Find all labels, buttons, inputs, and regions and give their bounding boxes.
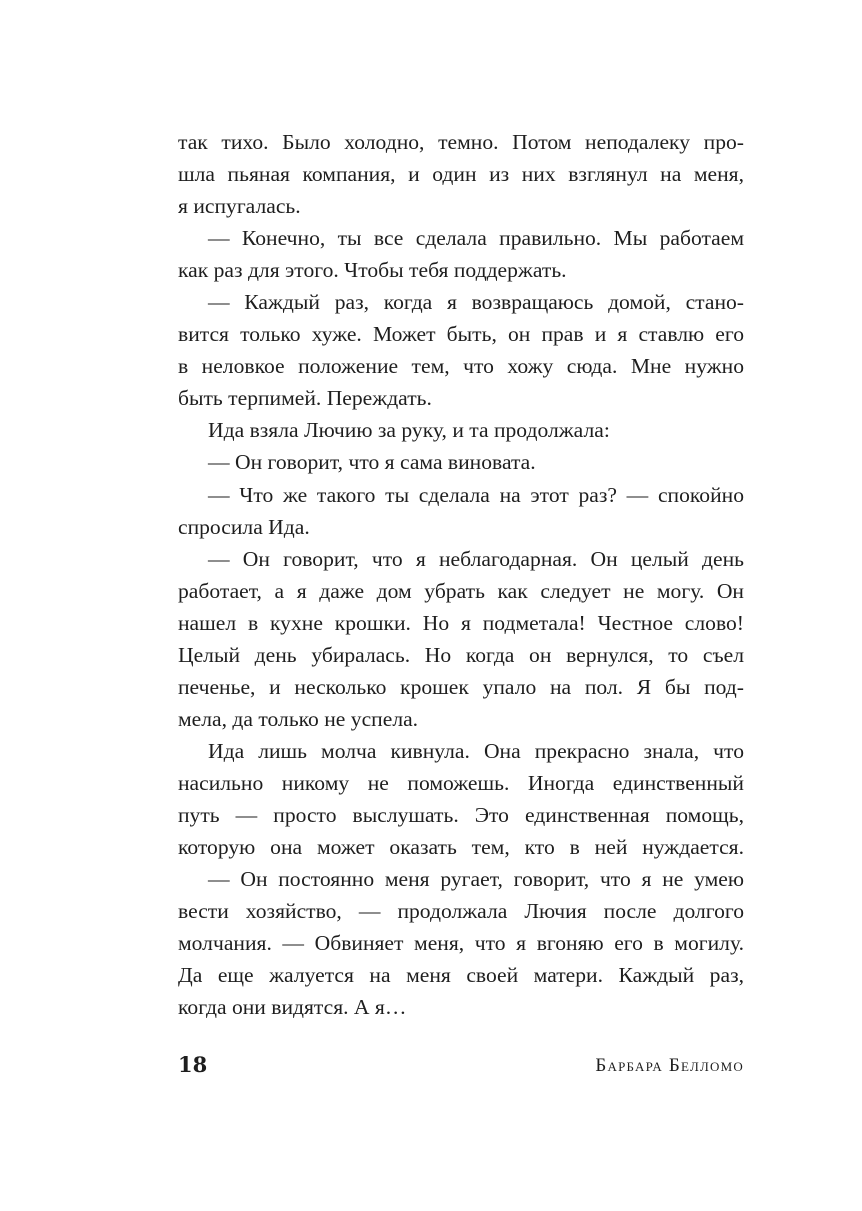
text-line: шла пьяная компания, и один из них взглянул на меня, bbox=[178, 162, 744, 187]
text-line: путь — просто выслушать. Это единственная помощь, bbox=[178, 802, 744, 827]
text-line: быть терпимей. Переждать. bbox=[178, 386, 432, 411]
text-line: когда они видятся. А я… bbox=[178, 995, 407, 1020]
text-line: которую она может оказать тем, кто в ней нуждается. bbox=[178, 835, 744, 860]
running-footer-author: Барбара Белломо bbox=[595, 1055, 744, 1076]
text-line: я испугалась. bbox=[178, 194, 301, 219]
text-line: — Что же такого ты сделала на этот раз? — спокойно bbox=[208, 482, 744, 507]
page-number: 18 bbox=[178, 1052, 208, 1077]
text-line: Да еще жалуется на меня своей матери. Каждый раз, bbox=[178, 963, 744, 988]
text-line: печенье, и несколько крошек упало на пол. Я бы под- bbox=[178, 674, 744, 699]
text-line: молчания. — Обвиняет меня, что я вгоняю его в могилу. bbox=[178, 931, 744, 956]
text-line: работает, а я даже дом убрать как следует не могу. Он bbox=[178, 578, 744, 603]
text-line: — Каждый раз, когда я возвращаюсь домой, стано- bbox=[208, 290, 744, 315]
text-line: как раз для этого. Чтобы тебя поддержать. bbox=[178, 258, 567, 283]
text-line: вится только хуже. Может быть, он прав и я ставлю его bbox=[178, 322, 744, 347]
text-line: мела, да только не успела. bbox=[178, 706, 419, 731]
body-text bbox=[178, 126, 744, 1023]
text-line: — Он говорит, что я неблагодарная. Он целый день bbox=[208, 546, 744, 571]
text-line: спросила Ида. bbox=[178, 514, 310, 539]
text-line: Ида лишь молча кивнула. Она прекрасно знала, что bbox=[208, 738, 744, 763]
text-line: Целый день убиралась. Но когда он вернулся, то съел bbox=[178, 642, 744, 667]
text-line: вести хозяйство, — продолжала Лючия после долгого bbox=[178, 899, 744, 924]
text-line: так тихо. Было холодно, темно. Потом неподалеку про- bbox=[178, 130, 744, 154]
text-line: в неловкое положение тем, что хожу сюда. Мне нужно bbox=[178, 354, 744, 379]
text-line: нашел в кухне крошки. Но я подметала! Честное слово! bbox=[178, 610, 744, 635]
text-line: — Он постоянно меня ругает, говорит, что я не умею bbox=[208, 867, 744, 892]
text-line: Ида взяла Лючию за руку, и та продолжала: bbox=[208, 418, 610, 443]
text-line: — Он говорит, что я сама виновата. bbox=[208, 450, 536, 475]
text-line: — Конечно, ты все сделала правильно. Мы работаем bbox=[208, 226, 744, 251]
text-line: насильно никому не поможешь. Иногда единственный bbox=[178, 770, 744, 795]
